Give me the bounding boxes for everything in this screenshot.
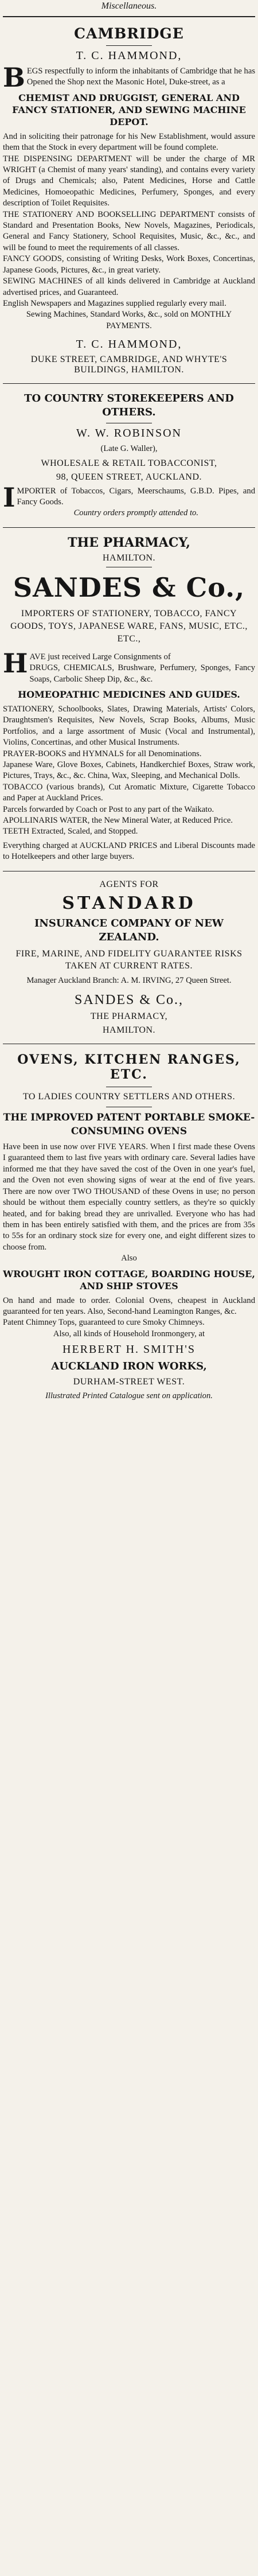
intro-paragraph: HAVE just received Large Consignments of	[3, 647, 171, 679]
wrought-heading: WROUGHT IRON COTTAGE, BOARDING HOUSE, AND SHIP STOVES	[3, 1268, 255, 1291]
advertiser-name: T. C. HAMMOND,	[76, 49, 182, 62]
chimney-paragraph: Patent Chimney Tops, guaranteed to cure Smoky Chimneys.	[3, 1318, 205, 1328]
risk-lines: FIRE, MARINE, AND FIDELITY GUARANTEE RISKS TAKEN AT CURRENT RATES.	[15, 948, 243, 971]
body-paragraph: TEETH Extracted, Scaled, and Stopped.	[3, 827, 138, 836]
also-line: Also	[121, 1254, 137, 1263]
closing-paragraph: Everything charged at AUCKLAND PRICES and Liberal Discounts made to Hotelkeepers and other large buyers.	[3, 840, 255, 862]
body-paragraph: THE DISPENSING DEPARTMENT will be under the charge of MR WRIGHT (a Chemist of many years' standing), and contains every variety of Drugs and Chemicals; also, Patent Medicines, Horse and Cattle Medicines, Homoeopathic Medicines, Perfumery, Sponges, and every description of Toilet Requisites.	[3, 154, 255, 208]
drop-cap: B	[3, 62, 25, 93]
divider	[3, 383, 255, 384]
section-header: Miscellaneous.	[101, 1, 157, 11]
works-name: AUCKLAND IRON WORKS,	[51, 1360, 207, 1373]
orders-note: Country orders promptly attended to.	[73, 508, 198, 518]
body-paragraphs	[3, 131, 255, 332]
advert-title: CAMBRIDGE	[74, 25, 184, 42]
advertiser-name: HERBERT H. SMITH'S	[62, 1343, 196, 1356]
signature-town: HAMILTON.	[102, 1025, 156, 1036]
late-note: (Late G. Waller),	[100, 444, 158, 454]
business-type: CHEMIST AND DRUGGIST, GENERAL AND FANCY STATIONER, AND SEWING MACHINE DEPOT.	[12, 92, 246, 127]
advert-title: TO COUNTRY STOREKEEPERS AND OTHERS.	[24, 392, 234, 419]
body-paragraph: TOBACCO (various brands), Cut Aromatic Mixture, Cigarette Tobacco and Paper at Auckland Prices.	[3, 782, 255, 803]
body-paragraph: APOLLINARIS WATER, the New Mineral Water, at Reduced Price.	[3, 816, 233, 826]
body-paragraph: PRAYER-BOOKS and HYMNALS for all Denominations.	[3, 749, 202, 758]
street: DURHAM-STREET WEST.	[73, 1377, 185, 1387]
smith-advert	[3, 1052, 255, 1402]
signature-name: SANDES & Co.,	[74, 993, 184, 1008]
address: DUKE STREET, CAMBRIDGE, AND WHYTE'S BUILDINGS, HAMILTON.	[30, 355, 228, 375]
manager: Manager Auckland Branch: A. M. IRVING, 27 Queen Street.	[26, 975, 232, 985]
body-paragraph: English Newspapers and Magazines supplied regularly every mail.	[3, 298, 226, 308]
advertiser-name: T. C. HAMMOND,	[76, 338, 182, 351]
improved-heading: THE IMPROVED PATENT PORTABLE SMOKE-CONSUMING OVENS	[3, 1112, 255, 1138]
company-name: STANDARD	[62, 893, 196, 913]
company-full: INSURANCE COMPANY OF NEW ZEALAND.	[34, 917, 224, 943]
imports: IMPORTERS OF STATIONERY, TOBACCO, FANCY GOODS, TOYS, JAPANESE WARE, FANS, MUSIC, ETC., ETC.,	[10, 608, 248, 644]
body-paragraph: THE STATIONERY AND BOOKSELLING DEPARTMENT consists of Standard and Presentation Books, New Novels, Magazines, Periodicals, General and Fancy Stationery, School Requisites, Music, &c., &c., and will be found to meet the requirements of all classes.	[3, 209, 255, 252]
sandes-advert	[3, 536, 255, 863]
address: 98, QUEEN STREET, AUCKLAND.	[56, 472, 202, 482]
town: HAMILTON.	[102, 552, 156, 563]
body-paragraph: Parcels forwarded by Coach or Post to any part of the Waikato.	[3, 804, 214, 814]
importer-paragraph: IMPORTER of Tobaccos, Cigars, Meerschaums, G.B.D. Pipes, and Fancy Goods.	[3, 481, 255, 513]
agents-for: AGENTS FOR	[99, 879, 159, 889]
divider	[3, 16, 255, 17]
body-paragraph: Have been in use now over FIVE YEARS. When I first made these Ovens I guaranteed them to last five years with ordinary care. Several ladies have informed me that they have saved the cost of the Oven in one year's fuel, and the Oven not even showing signs of wear at the end of five years. There are now over TWO THOUSAND of these Ovens in use; no person should be without them especially country settlers, as they're so quickly heated, and for baking bread they are unrivalled. Everyone who has had them in has been entirely satisfied with them, and the prices are from 35s to 55s for an ordinary stock size for every one, and eight different sizes to choose from.	[3, 1142, 255, 1252]
stoves-paragraph: On hand and made to order. Colonial Ovens, cheapest in Auckland guaranteed for ten years. Also, Second-hand Leamington Ranges, &c.	[3, 1295, 255, 1316]
intro-paragraph: BEGS respectfully to inform the inhabitants of Cambridge that he has Opened the Shop next the Masonic Hotel, Duke-street, as a	[3, 62, 255, 93]
to-line: TO LADIES COUNTRY SETTLERS AND OTHERS.	[22, 1092, 236, 1102]
homeopathic-heading: HOMEOPATHIC MEDICINES AND GUIDES.	[18, 688, 240, 700]
divider	[3, 527, 255, 528]
robinson-advert	[3, 392, 255, 519]
drugs-line: DRUGS, CHEMICALS, Brushware, Perfumery, Sponges, Fancy Soaps, Carbolic Sheep Dip, &c., &c.	[29, 663, 255, 684]
also-line: Also, all kinds of Household Ironmongery, at	[53, 1329, 205, 1338]
advertiser-name: SANDES & Co.,	[13, 571, 245, 603]
drop-cap: H	[3, 647, 28, 679]
advertiser-name: W. W. ROBINSON	[76, 427, 182, 440]
signature-title: THE PHARMACY,	[90, 1011, 168, 1022]
body-paragraph: FANCY GOODS, consisting of Writing Desks, Work Boxes, Concertinas, Japanese Goods, Pictures, &c., in great variety.	[3, 254, 255, 275]
body-paragraph: Sewing Machines, Standard Works, &c., sold on MONTHLY PAYMENTS.	[26, 310, 232, 330]
standard-advert	[3, 880, 255, 1036]
divider	[106, 45, 152, 46]
body-paragraph: And in soliciting their patronage for his New Establishment, would assure them that the Stock in every department will be found complete.	[3, 131, 255, 153]
catalogue-note: Illustrated Printed Catalogue sent on application.	[45, 1391, 213, 1401]
advert-title: OVENS, KITCHEN RANGES, ETC.	[17, 1052, 241, 1083]
hammond-advert	[3, 25, 255, 375]
trade: WHOLESALE & RETAIL TOBACCONIST,	[41, 458, 217, 468]
drop-cap: I	[3, 481, 15, 513]
body-paragraph: Japanese Ware, Glove Boxes, Cabinets, Handkerchief Boxes, Straw work, Pictures, Trays, &c., &c. China, Wax, Sleeping, and Mechanical Dolls.	[3, 760, 255, 781]
body-paragraphs	[3, 704, 255, 838]
body-paragraph: STATIONERY, Schoolbooks, Slates, Drawing Materials, Artists' Colors, Draughtsmen's Requisites, New Novels, Scrap Books, Albums, Music Portfolios, and a large assortment of Music (Vocal and Instrumental), Violins, Concertinas, and other Musical Instruments.	[3, 704, 255, 748]
advert-title: THE PHARMACY,	[68, 535, 190, 550]
body-paragraph: SEWING MACHINES of all kinds delivered in Cambridge at Auckland advertised prices, and Guaranteed.	[3, 277, 255, 297]
